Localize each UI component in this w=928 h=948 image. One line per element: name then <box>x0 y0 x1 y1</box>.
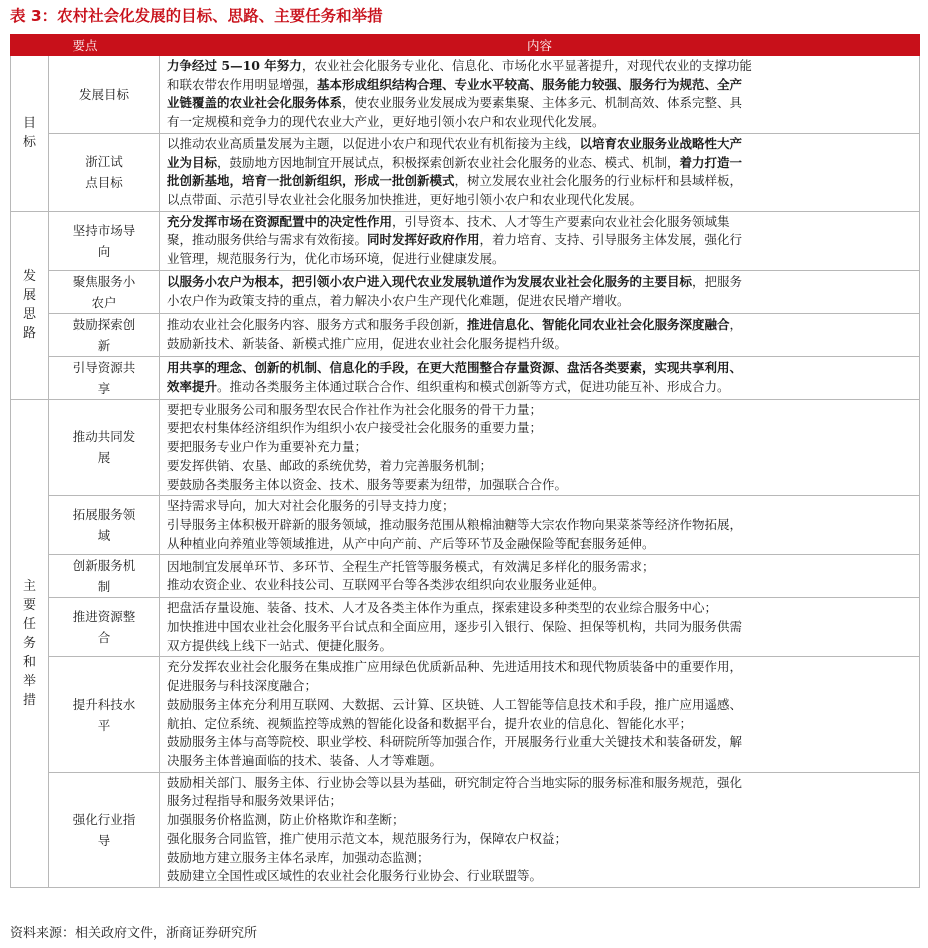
table-row <box>11 399 920 496</box>
content-line <box>167 696 913 715</box>
content-line <box>167 849 913 868</box>
subcategory-cell <box>49 657 160 772</box>
content-line <box>167 113 913 132</box>
text-segment: ，农业社会化服务专业化、信息化、市场化水平显著提升，对现代农业的支撑功能 <box>301 58 752 73</box>
bold-text: 力争经过 5—10 年努力 <box>167 58 302 73</box>
table-row <box>11 772 920 887</box>
bold-text: 效率提升 <box>167 378 218 394</box>
content-cell <box>160 657 920 772</box>
bold-text: 用共享的理念、创新的机制、信息化的手段，在更大范围整合存量资源、盘活各类要素，实现共享利用、 <box>167 360 743 376</box>
content-line <box>167 292 913 311</box>
subcategory-cell <box>49 133 160 211</box>
category-cell <box>11 399 49 887</box>
category-cell <box>11 211 49 399</box>
content-line <box>167 677 913 696</box>
subcategory-cell <box>49 598 160 657</box>
text-segment: ，鼓励地方因地制宜开展试点，积极探索创新农业社会化服务的业态、模式、机制， <box>217 154 680 170</box>
content-line <box>167 497 913 516</box>
content-line <box>167 378 913 397</box>
content-line <box>167 76 913 95</box>
subcategory-label: 聚焦服务小农户 <box>72 273 136 310</box>
text-segment: 要发挥供销、农垦、邮政的系统优势，着力完善服务机制； <box>167 457 493 473</box>
text-segment: ，使农业服务业发展成为要素集聚、主体多元、机制高效、体系完整、具 <box>342 95 743 111</box>
text-segment: 鼓励地方建立服务主体名录库，加强动态监测； <box>167 849 430 865</box>
content-line <box>167 658 913 677</box>
content-line <box>167 576 913 595</box>
bold-text: 推进信息化、智能化同农业社会化服务深度融合 <box>467 317 730 333</box>
text-segment: 小农户作为政策支持的重点，着力解决小农户生产现代化难题，促进农民增产增收。 <box>167 292 630 308</box>
bold-text: 充分发挥市场在资源配置中的决定性作用 <box>167 213 393 229</box>
text-segment: 要鼓励各类服务主体以资金、技术、服务等要素为纽带，加强联合合作。 <box>167 476 568 492</box>
text-segment: ，把服务 <box>692 274 743 290</box>
text-segment: 因地制宜发展单环节、多环节、全程生产托管等服务模式，有效满足多样化的服务需求； <box>167 558 655 574</box>
text-segment: 鼓励服务主体充分利用互联网、大数据、云计算、区块链、人工智能等信息技术和手段，推广应用遥感、 <box>167 696 743 712</box>
subcategory-label: 拓展服务领域 <box>72 507 136 544</box>
content-line <box>167 335 913 354</box>
subcategory-label: 推动共同发展 <box>72 429 136 466</box>
text-segment: 鼓励建立全国性或区域性的农业社会化服务行业协会、行业联盟等。 <box>167 868 543 884</box>
content-table <box>10 34 920 888</box>
content-cell <box>160 496 920 555</box>
bold-text: 批创新基地，培育一批创新组织，形成一批创新模式 <box>167 173 455 189</box>
table-title: 表 3：农村社会化发展的目标、思路、主要任务和举措 <box>10 7 383 25</box>
content-line <box>167 792 913 811</box>
subcategory-label: 坚持市场导向 <box>72 222 136 259</box>
text-segment: 引导服务主体积极开辟新的服务领域，推动服务范围从粮棉油糖等大宗农作物向果菜茶等经济作物拓展， <box>167 516 743 532</box>
header-key: 要点 <box>11 35 160 56</box>
text-segment: 业管理，规范服务行为，优化市场环境，促进行业健康发展。 <box>167 251 505 267</box>
content-cell <box>160 399 920 496</box>
text-segment: 加强服务价格监测，防止价格欺诈和垄断； <box>167 812 405 828</box>
text-segment: 坚持需求导向，加大对社会化服务的引导支持力度； <box>167 498 455 514</box>
subcategory-label: 浙江试点目标 <box>85 154 123 191</box>
subcategory-cell <box>49 772 160 887</box>
text-segment: 鼓励相关部门、服务主体、行业协会等以县为基础，研究制定符合当地实际的服务标准和服务规范，强化 <box>167 774 743 790</box>
content-line <box>167 516 913 535</box>
text-segment: 要把农村集体经济组织作为组织小农户接受社会化服务的重要力量； <box>167 420 543 436</box>
category-label: 发展思路 <box>22 269 36 342</box>
content-line <box>167 250 913 269</box>
table-row <box>11 657 920 772</box>
content-line <box>167 273 913 292</box>
content-cell <box>160 555 920 598</box>
content-line <box>167 637 913 656</box>
content-line <box>167 867 913 886</box>
content-line <box>167 715 913 734</box>
content-line <box>167 231 913 250</box>
text-segment: ， <box>729 317 743 333</box>
content-cell <box>160 56 920 134</box>
text-segment: ，树立发展农业社会化服务的行业标杆和县域样板， <box>454 173 743 189</box>
content-line <box>167 135 913 154</box>
category-label: 主要任务和举措 <box>22 578 36 708</box>
table-row <box>11 56 920 134</box>
subcategory-label: 强化行业指导 <box>72 811 136 848</box>
content-line <box>167 191 913 210</box>
table-row <box>11 211 920 270</box>
text-segment: 决服务主体普遍面临的技术、装备、人才等难题。 <box>167 752 443 768</box>
bold-text: 同时发挥好政府作用 <box>367 232 480 248</box>
subcategory-label: 创新服务机制 <box>72 558 136 595</box>
content-line <box>167 154 913 173</box>
content-line <box>167 401 913 420</box>
text-segment: 加快推进中国农业社会化服务平台试点和全面应用，逐步引入银行、保险、担保等机构，共同为服务供需 <box>167 619 743 635</box>
content-cell <box>160 270 920 313</box>
content-line <box>167 57 913 76</box>
text-segment: 和联农带农作用明显增强， <box>167 76 318 92</box>
bold-text: 基本形成组织结构合理、专业水平较高、服务能力较强、服务行为规范、全产 <box>317 76 743 92</box>
content-line <box>167 830 913 849</box>
source-note: 资料来源：相关政府文件，浙商证券研究所 <box>10 926 258 941</box>
text-segment: 强化服务合同监管，推广使用示范文本，规范服务行为，保障农户权益； <box>167 830 568 846</box>
subcategory-label: 鼓励探索创新 <box>72 316 136 353</box>
bold-text: 着力打造一 <box>679 154 743 170</box>
text-segment: ，着力培育、支持、引导服务主体发展，强化行 <box>479 232 743 248</box>
bold-text: 业链覆盖的农业社会化服务体系 <box>167 95 343 111</box>
bold-text: 以培育农业服务业战略性大产 <box>579 135 743 151</box>
text-segment: 。推动各类服务主体通过联合合作、组织重构和模式创新等方式，促进功能互补、形成合力。 <box>217 378 730 394</box>
content-cell <box>160 356 920 399</box>
content-line <box>167 811 913 830</box>
subcategory-cell <box>49 555 160 598</box>
text-segment: 要把服务专业户作为重要补充力量； <box>167 439 368 455</box>
content-cell <box>160 313 920 356</box>
content-line <box>167 213 913 232</box>
text-segment: 航拍、定位系统、视频监控等成熟的智能化设备和数据平台，提升农业的信息化、智能化水平； <box>167 715 693 731</box>
table-header-row <box>11 35 920 56</box>
category-cell <box>11 56 49 212</box>
text-segment: 有一定规模和竞争力的现代农业大产业，更好地引领小农户和农业现代化发展。 <box>167 114 605 130</box>
bold-text: 以服务小农户为根本，把引领小农户进入现代农业发展轨道作为发展农业社会化服务的主要目标 <box>167 274 693 290</box>
subcategory-label: 引导资源共享 <box>72 359 136 396</box>
text-segment: 从种植业向养殖业等领域推进，从产中向产前、产后等环节及金融保险等配套服务延伸。 <box>167 535 655 551</box>
content-line <box>167 419 913 438</box>
content-line <box>167 535 913 554</box>
table-row <box>11 270 920 313</box>
content-cell <box>160 772 920 887</box>
bold-text: 业为目标 <box>167 154 218 170</box>
content-line <box>167 457 913 476</box>
content-line <box>167 359 913 378</box>
table-row <box>11 313 920 356</box>
text-segment: 促进服务与科技深度融合； <box>167 678 318 694</box>
text-segment: 以点带面、示范引导农业社会化服务加快推进，更好地引领小农户和农业现代化发展。 <box>167 191 643 207</box>
content-line <box>167 618 913 637</box>
text-segment: 推动农资企业、农业科技公司、互联网平台等各类涉农组织向农业服务业延伸。 <box>167 577 605 593</box>
content-line <box>167 476 913 495</box>
subcategory-cell <box>49 356 160 399</box>
content-line <box>167 774 913 793</box>
content-line <box>167 438 913 457</box>
text-segment: 推动农业社会化服务内容、服务方式和服务手段创新， <box>167 317 468 333</box>
text-segment: ，引导资本、技术、人才等生产要素向农业社会化服务领域集 <box>392 213 730 229</box>
content-line <box>167 558 913 577</box>
subcategory-cell <box>49 399 160 496</box>
subcategory-cell <box>49 313 160 356</box>
table-row <box>11 598 920 657</box>
content-line <box>167 599 913 618</box>
text-segment: 要把专业服务公司和服务型农民合作社作为社会化服务的骨干力量； <box>167 401 543 417</box>
header-content: 内容 <box>160 35 920 56</box>
text-segment: 双方提供线上线下一站式、便捷化服务。 <box>167 637 393 653</box>
text-segment: 服务过程指导和服务效果评估； <box>167 793 343 809</box>
content-cell <box>160 133 920 211</box>
table-row <box>11 555 920 598</box>
content-cell <box>160 211 920 270</box>
subcategory-cell: 发展目标 <box>49 56 160 134</box>
table-row <box>11 133 920 211</box>
content-line <box>167 172 913 191</box>
content-line <box>167 752 913 771</box>
content-line <box>167 316 913 335</box>
content-line <box>167 94 913 113</box>
subcategory-cell <box>49 211 160 270</box>
text-segment: 以推动农业高质量发展为主题，以促进小农户和现代农业有机衔接为主线， <box>167 135 580 151</box>
text-segment: 把盘活存量设施、装备、技术、人才及各类主体作为重点，探索建设多种类型的农业综合服务中心； <box>167 600 718 616</box>
subcategory-cell <box>49 496 160 555</box>
table-row <box>11 496 920 555</box>
content-line <box>167 733 913 752</box>
content-cell <box>160 598 920 657</box>
text-segment: 鼓励新技术、新装备、新模式推广应用，促进农业社会化服务提档升级。 <box>167 335 568 351</box>
text-segment: 聚，推动服务供给与需求有效衔接。 <box>167 232 368 248</box>
table-row <box>11 356 920 399</box>
text-segment: 鼓励服务主体与高等院校、职业学校、科研院所等加强合作，开展服务行业重大关键技术和装备研发，解 <box>167 734 743 750</box>
subcategory-cell <box>49 270 160 313</box>
subcategory-label: 提升科技水平 <box>72 696 136 733</box>
text-segment: 充分发挥农业社会化服务在集成推广应用绿色优质新品种、先进适用技术和现代物质装备中的重要作用， <box>167 659 743 675</box>
subcategory-label: 推进资源整合 <box>72 609 136 646</box>
category-label: 目标 <box>22 116 36 151</box>
